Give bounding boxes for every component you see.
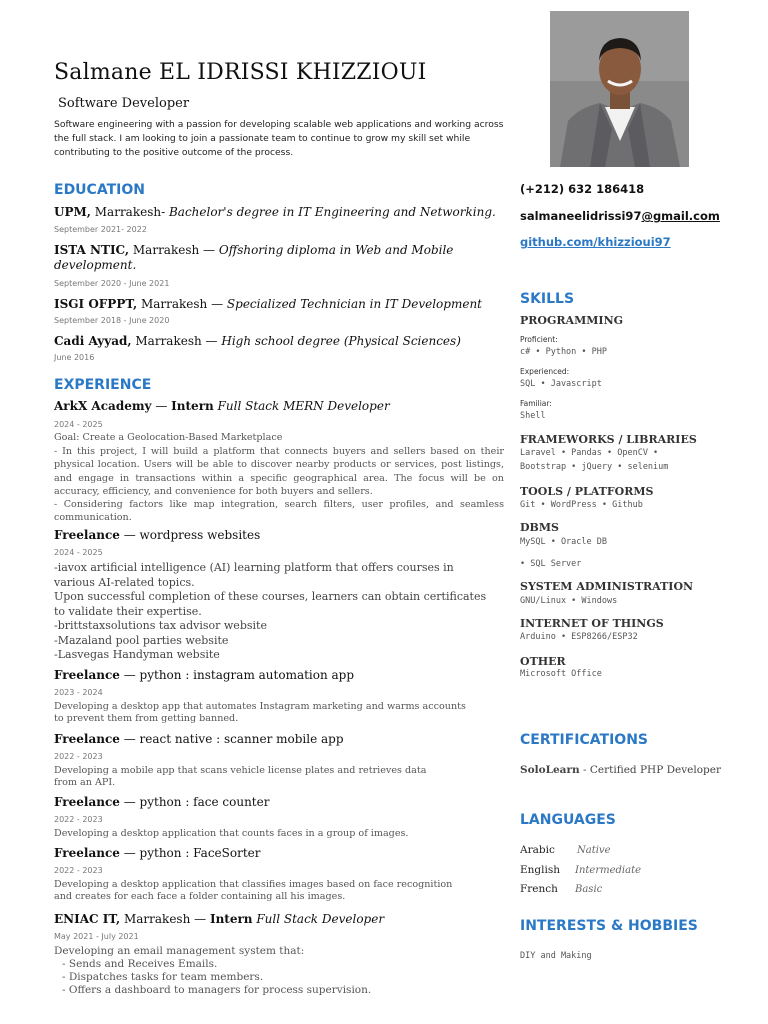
desc-line: to validate their expertise. (54, 604, 202, 618)
desc-line: Developing a desktop application that classifies images based on face recognition (54, 879, 453, 890)
experience-role: Intern (209, 912, 253, 926)
education-degree: High school degree (Physical Sciences) (221, 334, 461, 348)
experience-date: 2024 - 2025 (54, 420, 103, 429)
desc-line: Upon successful completion of these courses, learners can obtain certificates (54, 590, 487, 603)
language-name: French (520, 883, 558, 895)
resume-name: Salmane EL IDRISSI KHIZZIOUI (54, 60, 427, 85)
skill-items: • SQL Server (520, 559, 582, 569)
experience-org: ArkX Academy (54, 399, 152, 413)
experience-entry-eniac (54, 912, 384, 926)
experience-org: ENIAC IT, (54, 912, 121, 926)
job-title: Software Developer (58, 96, 190, 111)
desc-line: from an API. (54, 777, 116, 788)
experience-description: Developing a desktop application that counts faces in a group of images. (54, 828, 409, 839)
skill-items: Microsoft Office (520, 669, 602, 679)
education-date: September 2020 - June 2021 (54, 279, 170, 288)
desc-line: and creates for each face a folder containing all his images. (54, 891, 346, 902)
certification-item (520, 764, 721, 776)
experience-description: Developing an email management system that: (54, 945, 305, 957)
certification-org: SoloLearn (520, 764, 580, 776)
skill-category-other: OTHER (520, 655, 566, 668)
experience-title: Full Stack Developer (252, 912, 385, 926)
education-heading: EDUCATION (54, 182, 145, 198)
desc-line: various AI-related topics. (54, 575, 195, 589)
education-place: Marrakesh — (129, 243, 219, 257)
experience-title: Full Stack MERN Developer (213, 399, 390, 413)
skill-items: Laravel • Pandas • OpenCV • (520, 448, 659, 458)
experience-title: — python : face counter (119, 795, 270, 809)
education-degree: Specialized Technician in IT Development (226, 297, 482, 311)
skill-items: GNU/Linux • Windows (520, 596, 618, 606)
experience-description (54, 765, 514, 789)
skill-level-label: Proficient: (520, 335, 558, 344)
education-date: June 2016 (54, 353, 95, 362)
experience-date: 2022 - 2023 (54, 752, 103, 761)
experience-title: — python : FaceSorter (119, 846, 261, 860)
experience-description: - In this project, I will build a platform that connects buyers and sellers based on their physical location. Users will be able to discover nearby products or services, post listings, and engage in transactions within a specific geographical area. The focus will be on accuracy, efficiency, and convenience for both buyers and sellers. (54, 446, 504, 497)
interest-item: DIY and Making (520, 951, 592, 961)
experience-title: — react native : scanner mobile app (119, 732, 344, 746)
list-item: - Offers a dashboard to managers for process supervision. (62, 984, 372, 996)
experience-entry-arkx (54, 399, 390, 413)
education-degree: Offshoring diploma in Web and Mobile development. (54, 243, 454, 272)
skill-items: Git • WordPress • Github (520, 500, 643, 510)
skill-items: MySQL • Oracle DB (520, 537, 607, 547)
certification-title: - Certified PHP Developer (579, 764, 722, 776)
skill-level-label: Experienced: (520, 367, 570, 376)
experience-date: 2023 - 2024 (54, 688, 103, 697)
experience-org: Freelance (54, 732, 120, 746)
desc-line: Developing a desktop app that automates Instagram marketing and warms accounts (54, 701, 466, 712)
education-place: Marrakesh — (131, 334, 222, 348)
skill-category-iot: INTERNET OF THINGS (520, 617, 664, 630)
education-org: ISTA NTIC, (54, 243, 130, 257)
skills-heading: SKILLS (520, 291, 575, 307)
experience-entry-facecounter (54, 795, 269, 809)
experience-role: Intern (171, 399, 214, 413)
experience-entry-scanner (54, 732, 344, 746)
experience-org: Freelance (54, 528, 120, 542)
experience-date: May 2021 - July 2021 (54, 932, 139, 941)
education-org: Cadi Ayyad, (54, 334, 132, 348)
language-name: Arabic (520, 844, 555, 856)
list-item: - Dispatches tasks for team members. (62, 971, 264, 983)
skill-items: Arduino • ESP8266/ESP32 (520, 632, 638, 642)
education-degree: Bachelor's degree in IT Engineering and Networking. (165, 205, 496, 219)
experience-title: — wordpress websites (119, 528, 261, 542)
experience-title: — python : instagram automation app (119, 668, 355, 682)
education-org: ISGI OFPPT, (54, 297, 138, 311)
experience-description: - Considering factors like map integration, search filters, user profiles, and seamless communication. (54, 499, 504, 524)
desc-line: -brittstaxsolutions tax advisor website (54, 619, 267, 632)
experience-goal: Goal: Create a Geolocation-Based Marketplace (54, 432, 283, 443)
skill-items: SQL • Javascript (520, 379, 602, 389)
phone-number: (+212) 632 186418 (520, 182, 645, 196)
education-place: Marrakesh — (137, 297, 227, 311)
experience-org: Freelance (54, 795, 120, 809)
education-org: UPM, (54, 205, 91, 219)
list-item: - Sends and Receives Emails. (62, 958, 218, 970)
experience-date: 2022 - 2023 (54, 866, 103, 875)
skill-items: Bootstrap • jQuery • selenium (520, 462, 669, 472)
experience-entry-facesorter (54, 846, 261, 860)
experience-date: 2024 - 2025 (54, 548, 103, 557)
interests-heading: INTERESTS & HOBBIES (520, 918, 698, 934)
skill-items: c# • Python • PHP (520, 347, 607, 357)
skill-category-tools: TOOLS / PLATFORMS (520, 485, 654, 498)
language-level: Native (577, 845, 611, 856)
experience-description (54, 879, 514, 903)
language-name: English (520, 864, 561, 876)
education-entry-isgi (54, 297, 482, 311)
email-user[interactable]: salmaneelidrissi97 (520, 209, 642, 223)
task-list (62, 958, 371, 997)
skill-level-label: Familiar: (520, 399, 552, 408)
skill-category-frameworks: FRAMEWORKS / LIBRARIES (520, 433, 697, 446)
education-entry-upm (54, 205, 496, 219)
email-link[interactable] (520, 209, 720, 223)
github-link[interactable]: github.com/khizzioui97 (520, 235, 671, 249)
skill-category-dbms: DBMS (520, 521, 559, 534)
education-place: Marrakesh- (90, 205, 166, 219)
language-level: Intermediate (575, 865, 642, 876)
certifications-heading: CERTIFICATIONS (520, 732, 649, 748)
experience-place: Marrakesh — (120, 912, 210, 926)
experience-date: 2022 - 2023 (54, 815, 103, 824)
experience-description (54, 561, 514, 663)
desc-line: to prevent them from getting banned. (54, 713, 239, 724)
education-entry-cadi (54, 334, 461, 348)
desc-line: Developing a mobile app that scans vehicle license plates and retrieves data (54, 765, 427, 776)
experience-org: Freelance (54, 846, 120, 860)
email-domain[interactable]: @gmail.com (641, 209, 720, 223)
education-date: September 2018 - June 2020 (54, 316, 170, 325)
skill-category-programming: PROGRAMMING (520, 314, 624, 327)
desc-line: -iavox artificial intelligence (AI) learning platform that offers courses in (54, 561, 454, 574)
languages-heading: LANGUAGES (520, 812, 616, 828)
separator: — (151, 399, 172, 413)
skill-category-sysadmin: SYSTEM ADMINISTRATION (520, 580, 694, 593)
desc-line: -Lasvegas Handyman website (54, 648, 220, 661)
experience-heading: EXPERIENCE (54, 377, 152, 393)
skill-items: Shell (520, 411, 546, 421)
experience-description (54, 701, 514, 725)
experience-entry-wordpress (54, 528, 260, 542)
desc-line: -Mazaland pool parties website (54, 633, 229, 647)
education-entry-ista (54, 243, 504, 273)
profile-photo (550, 11, 689, 167)
experience-org: Freelance (54, 668, 120, 682)
experience-entry-instagram (54, 668, 354, 682)
education-date: September 2021- 2022 (54, 225, 147, 234)
language-level: Basic (575, 884, 603, 895)
summary-text: Software engineering with a passion for developing scalable web applications and working across the full stack. I am looking to join a passionate team to continue to grow my skill set while contributing to the positive outcome of the process. (54, 119, 504, 158)
